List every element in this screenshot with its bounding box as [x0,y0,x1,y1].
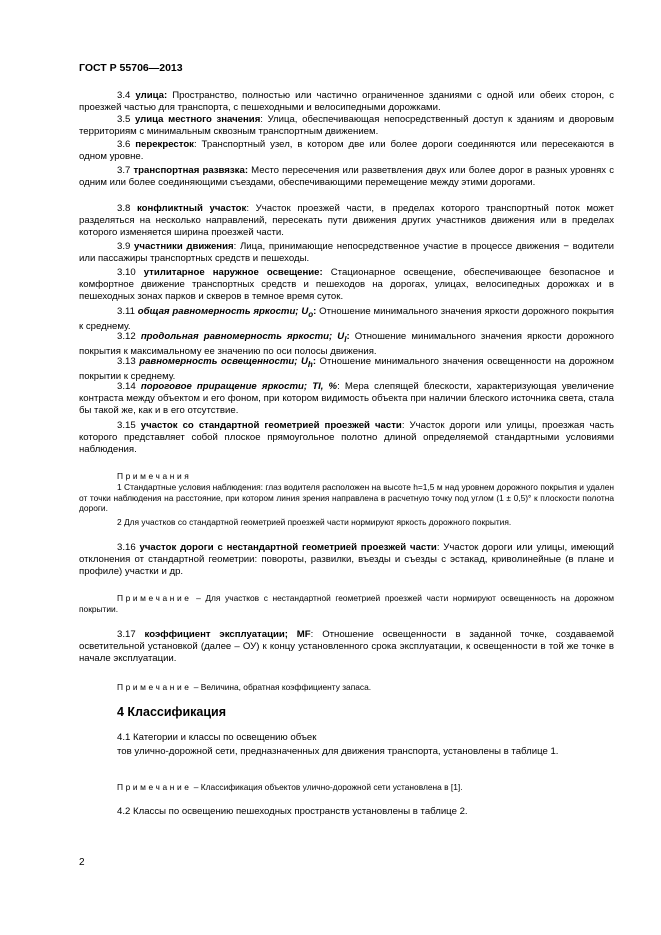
notes-heading: Примечания [117,471,192,481]
document-header: ГОСТ Р 55706—2013 [79,62,183,74]
term-3-4: 3.4 улица: Пространство, полностью или частично ограниченное зданиями с одной или обеих сторон, с проезжей частью для транспорта, с пешеходными и велосипедными дорожками. [79,90,615,113]
term-3-11: 3.11 общая равномерность яркости; $U_o$: Отношение минимального значения яркости дорожного покрытия к среднему. [79,306,615,332]
term-3-5: 3.5 улица местного значения: Улица, обеспечивающая непосредственный доступ к зданиям и дворовым территориям с минимальным сквозным транспортным движением. [79,114,614,137]
section-4-heading: 4 Классификация [117,705,227,719]
note-3-16: Примечание – Для участков с нестандартной геометрией проезжей части нормируют освещенность на дорожном покрытии. [79,593,614,614]
term-3-6: 3.6 перекресток: Транспортный узел, в котором две или более дороги соединяются или пересекаются в одном уровне. [79,139,614,162]
para-4-1-rest: тов улично-дорожной сети, предназначенных для движения транспорта, установлены в таблице 1. [117,746,559,757]
term-3-7: 3.7 транспортная развязка: Место пересечения или разветвления двух или более дорог в разных уровнях с одним или более соединяющими съездами, обеспечивающими перемещение между этими дорогами. [79,165,614,188]
term-3-12: 3.12 продольная равномерность яркости; $U_l$: Отношение минимального значения яркости дорожного покрытия к максимальному ее значению по оси полосы движения. [79,331,615,357]
para-4-1-line1: 4.1 Категории и классы по освещению объек [117,732,317,743]
para-4-2: 4.2 Классы по освещению пешеходных пространств установлены в таблице 2. [117,806,468,817]
note-3-17: Примечание – Величина, обратная коэффициенту запаса. [117,682,372,692]
term-3-17: 3.17 коэффициент эксплуатации; MF: Отношение освещенности в заданной точке, создаваемой осветительной установкой (далее – ОУ) к концу установленного срока эксплуатации, к освещенности в той же точке в начале эксплуатации. [79,629,614,664]
term-3-15: 3.15 участок со стандартной геометрией проезжей части: Участок дороги или улицы, проезжая часть которого представляет собой плоское прямоугольное полотно длиной определяемой стандартными условиями наблюдения. [79,420,614,455]
term-3-14: 3.14 пороговое приращение яркости; TI, %: Мера слепящей блескости, характеризующая увеличение контраста между объектом и его фоном, при котором видимость объекта при наличии блеского источника света, стала бы такой же, как и в его отсутствие. [79,381,614,416]
term-3-8: 3.8 конфликтный участок: Участок проезжей части, в пределах которого транспортный поток может разделяться на несколько направлений, пересекать пути движения других участников движения или в пределах которого изменяется ширина проезжей части. [79,203,615,238]
page-number: 2 [79,857,85,868]
term-3-13: 3.13 равномерность освещенности; $U_h$: Отношение минимального значения освещенности на дорожном покрытии к среднему. [79,356,614,382]
note-4-1: Примечание – Классификация объектов улично-дорожной сети установлена в [1]. [117,782,463,792]
term-3-16: 3.16 участок дороги с нестандартной геометрией проезжей части: Участок дороги или улицы, имеющий отклонения от стандартной геометрии: повороты, развилки, въезды и съезды с эстакад, криволинейные (в плане и профиле) участки и др. [79,542,614,577]
term-3-9: 3.9 участники движения: Лица, принимающие непосредственное участие в процессе движения − водители или пассажиры транспортных средств и пешеходы. [79,241,614,264]
note-2: 2 Для участков со стандартной геометрией проезжей части нормируют яркость дорожного покрытия. [117,517,512,527]
term-3-10: 3.10 утилитарное наружное освещение: Стационарное освещение, обеспечивающее безопасное и комфортное движение транспортных средств и пешеходов на дорогах, улицах, велосипедных дорожках и в пешеходных зонах парков и скверов в темное время суток. [79,267,614,302]
note-1: 1 Стандартные условия наблюдения: глаз водителя расположен на высоте h=1,5 м над уровнем дорожного покрытия и удален от точки наблюдения на расстояние, при котором линия зрения направлена в расчетную точку под углом (1 ± 0,5)° к плоскости полотна дороги. [79,482,614,513]
